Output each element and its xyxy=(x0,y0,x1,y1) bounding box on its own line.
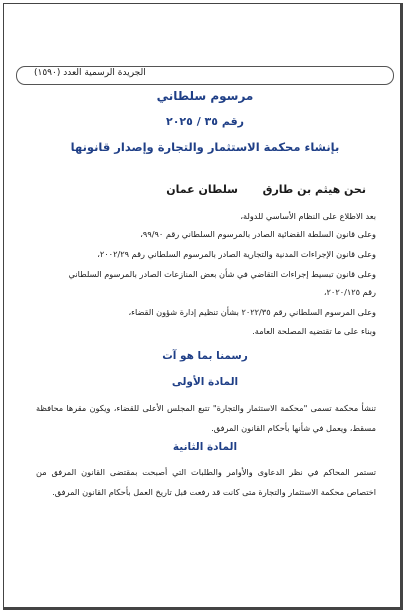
decreed-heading: رسمنا بما هو آت xyxy=(162,350,248,362)
article-body: تنشأ محكمة تسمى "محكمة الاستثمار والتجارة" تتبع المجلس الأعلى للقضاء، ويكون مقرها محافظة مسقط، ويعمل في شأنها بأحكام القانون المرفق. xyxy=(36,403,376,433)
decree-subject: بإنشاء محكمة الاستثمار والتجارة وإصدار قانونها xyxy=(70,140,340,154)
article-title: المادة الأولى xyxy=(171,376,239,388)
preamble-line: رقم ٢٠٢٠/١٢٥، xyxy=(323,287,376,297)
issuer-title: سلطان عمان xyxy=(166,183,238,196)
gazette-header-text: الجريدة الرسمية العدد (١٥٩٠) xyxy=(34,68,146,78)
issuer-name: نحن هيثم بن طارق xyxy=(262,183,366,196)
decree-title: مرسوم سلطاني xyxy=(156,89,254,103)
preamble-line: وعلى قانون تبسيط إجراءات التقاضي في شأن بعض المنازعات الصادر بالمرسوم السلطاني xyxy=(68,269,376,279)
article-title: المادة الثانية xyxy=(172,441,238,453)
decree-number: رقم ٣٥ / ٢٠٢٥ xyxy=(166,115,244,128)
preamble-line: وعلى المرسوم السلطاني رقم ٢٠٢٢/٣٥ بشأن تنظيم إدارة شؤون القضاء، xyxy=(128,307,376,317)
preamble-line: وبناء على ما تقتضيه المصلحة العامة. xyxy=(252,326,376,336)
preamble-line: بعد الاطلاع على النظام الأساسي للدولة، xyxy=(240,211,376,221)
article-body: تستمر المحاكم في نظر الدعاوى والأوامر والطلبات التي أصبحت بمقتضى القانون المرفق من اختصاص محكمة الاستثمار والتجارة متى كانت قد رفعت قبل تاريخ العمل بأحكام القانون المرفق. xyxy=(36,467,376,497)
preamble-line: وعلى قانون السلطة القضائية الصادر بالمرسوم السلطاني رقم ٩٩/٩٠، xyxy=(140,229,376,239)
preamble-line: وعلى قانون الإجراءات المدنية والتجارية الصادر بالمرسوم السلطاني رقم ٢٠٠٢/٢٩، xyxy=(97,249,376,259)
